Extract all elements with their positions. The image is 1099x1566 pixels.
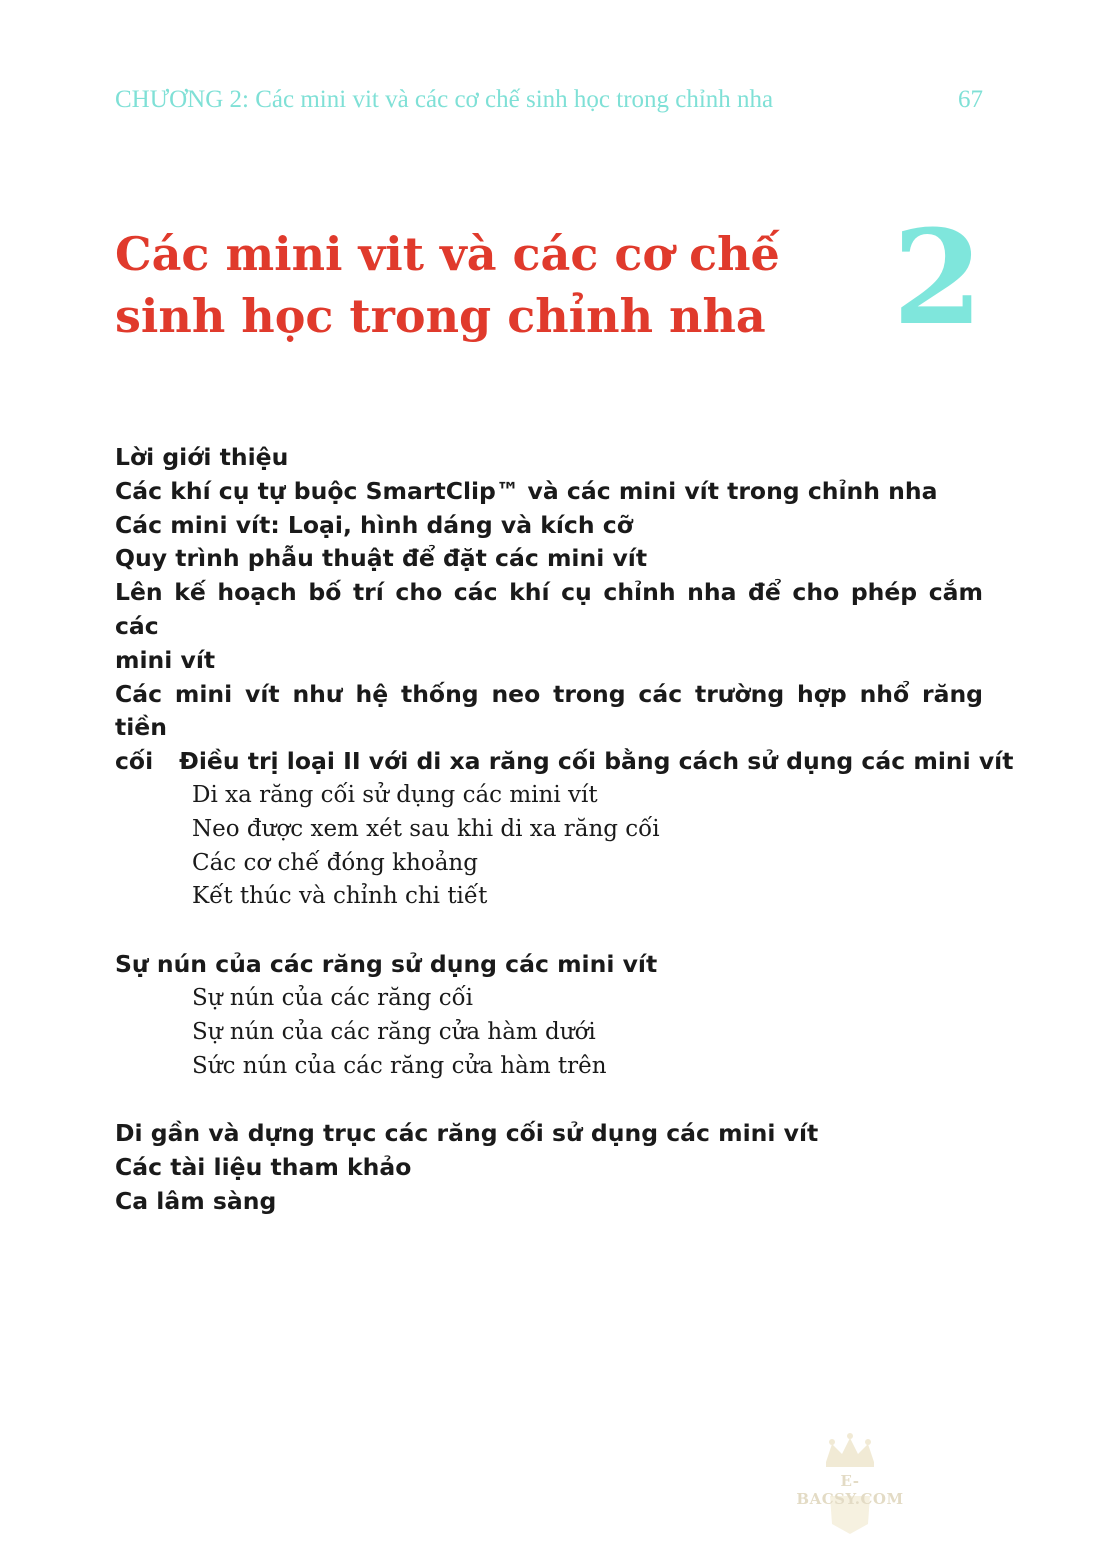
toc-item-types: Các mini vít: Loại, hình dáng và kích cỡ [115, 510, 633, 539]
toc-item-anchorage: Các mini vít như hệ thống neo trong các trường hợp nhổ răng tiền [115, 679, 983, 742]
chapter-contents [115, 441, 1014, 1219]
toc-anchorage-tail: cối [115, 747, 154, 776]
toc-item-planning-cont: mini vít [115, 645, 216, 674]
toc-item-smartclip: Các khí cụ tự buộc SmartClip™ và các mini vít trong chỉnh nha [115, 476, 938, 505]
chapter-number: 2 [892, 201, 983, 354]
toc-item-anchorage-cont [115, 745, 1014, 779]
running-title: CHƯƠNG 2: Các mini vit và các cơ chế sinh học trong chỉnh nha [115, 86, 774, 113]
toc-spacer [115, 914, 983, 948]
watermark-text: E-BACSY.COM [796, 1472, 904, 1508]
toc-subitem: Neo được xem xét sau khi di xa răng cối [192, 815, 660, 842]
running-header [115, 86, 983, 114]
toc-subitem: Sự nún của các răng cối [192, 984, 473, 1011]
chapter-title-line-2: sinh học trong chỉnh nha [115, 289, 766, 343]
toc-subitem: Sức nún của các răng cửa hàm trên [192, 1052, 607, 1079]
toc-subitem: Kết thúc và chỉnh chi tiết [192, 883, 488, 910]
toc-spacer [115, 1083, 983, 1117]
toc-item-clinical: Ca lâm sàng [115, 1186, 277, 1215]
toc-item-mesial: Di gần và dựng trục các răng cối sử dụng các mini vít [115, 1119, 819, 1148]
page-number: 67 [958, 86, 983, 113]
toc-subitem: Sự nún của các răng cửa hàm dưới [192, 1018, 596, 1045]
toc-subitem: Di xa răng cối sử dụng các mini vít [192, 781, 598, 808]
chapter-title-line-1: Các mini vit và các cơ chế [115, 227, 780, 281]
chapter-title [115, 223, 875, 347]
toc-item-planning: Lên kế hoạch bố trí cho các khí cụ chỉnh nha để cho phép cắm các [115, 578, 983, 640]
toc-item-class2: Điều trị loại II với di xa răng cối bằng cách sử dụng các mini vít [179, 747, 1014, 776]
toc-item-references: Các tài liệu tham khảo [115, 1153, 412, 1182]
toc-subitem: Các cơ chế đóng khoảng [192, 849, 478, 876]
toc-item-intrusion: Sự nún của các răng sử dụng các mini vít [115, 950, 658, 979]
toc-item-surgery: Quy trình phẫu thuật để đặt các mini vít [115, 544, 648, 573]
watermark [790, 1432, 910, 1542]
toc-item-intro: Lời giới thiệu [115, 443, 289, 471]
